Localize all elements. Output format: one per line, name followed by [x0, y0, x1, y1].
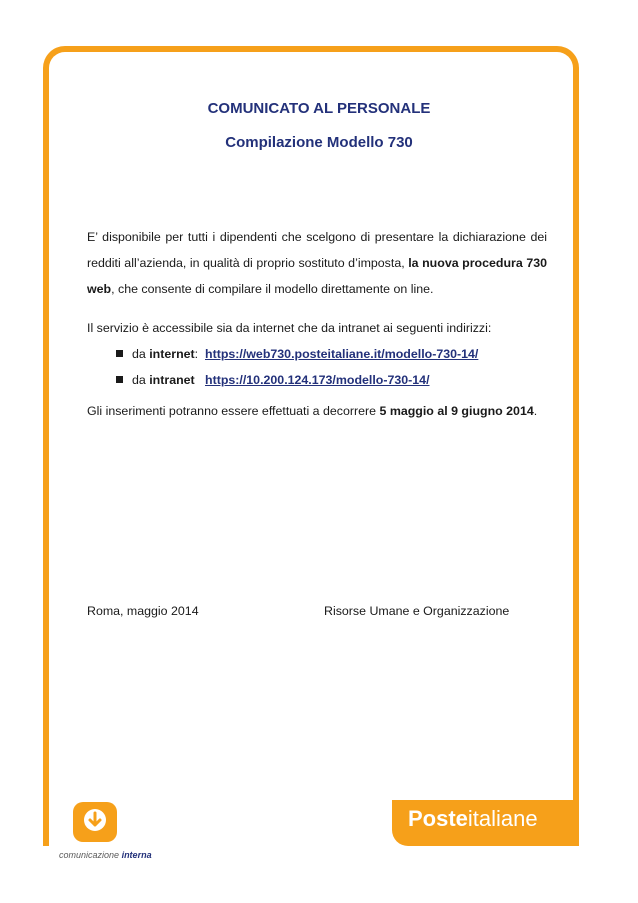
paragraph-access: [87, 315, 547, 393]
intranet-link[interactable]: https://10.200.124.173/modello-730-14/: [205, 373, 430, 387]
paragraph-intro-bold: la nuova procedura 730 web: [87, 256, 547, 296]
down-arrow-icon: [80, 805, 110, 835]
paragraph-access-intro: Il servizio è accessibile sia da internet che da intranet ai seguenti indirizzi:: [87, 321, 492, 335]
paragraph-dates-bold: 5 maggio al 9 giugno 2014: [379, 404, 534, 418]
link-prefix: da: [132, 347, 150, 361]
link-list: [87, 341, 547, 393]
logo-word-a: comunicazione: [59, 850, 120, 860]
list-item-intranet: [116, 367, 547, 393]
paragraph-intro: [87, 224, 547, 302]
paragraph-intro-text-a: E’ disponibile per tutti i dipendenti che scelgono di presentare la dichiarazione dei redditi all’azienda, in qualità di proprio sostituto d’imposta,: [87, 230, 547, 270]
page-title: COMUNICATO AL PERSONALE: [207, 100, 431, 117]
brand-strong: Poste: [408, 806, 468, 831]
posteitaliane-logo: [408, 806, 538, 832]
paragraph-dates-text-a: Gli inserimenti potranno essere effettuati a decorrere: [87, 404, 380, 418]
comunicazione-interna-label: [59, 850, 152, 860]
link-separator: [195, 373, 205, 387]
brand-light: italiane: [467, 806, 538, 831]
list-item-internet: [116, 341, 547, 367]
paragraph-dates: [87, 398, 547, 424]
orange-frame: [43, 46, 579, 846]
link-label-internet: internet: [149, 347, 195, 361]
department-signature: Risorse Umane e Organizzazione: [324, 604, 510, 618]
paragraph-intro-text-b: , che consente di compilare il modello direttamente on line.: [111, 282, 434, 296]
paragraph-dates-text-b: .: [533, 404, 538, 418]
internet-link[interactable]: https://web730.posteitaliane.it/modello-730-14/: [205, 347, 479, 361]
link-separator: :: [194, 347, 205, 361]
place-date: Roma, maggio 2014: [87, 604, 199, 618]
page-subtitle: Compilazione Modello 730: [225, 134, 413, 151]
link-prefix: da: [132, 373, 150, 387]
link-label-intranet: intranet: [149, 373, 195, 387]
logo-word-b: interna: [121, 850, 152, 860]
